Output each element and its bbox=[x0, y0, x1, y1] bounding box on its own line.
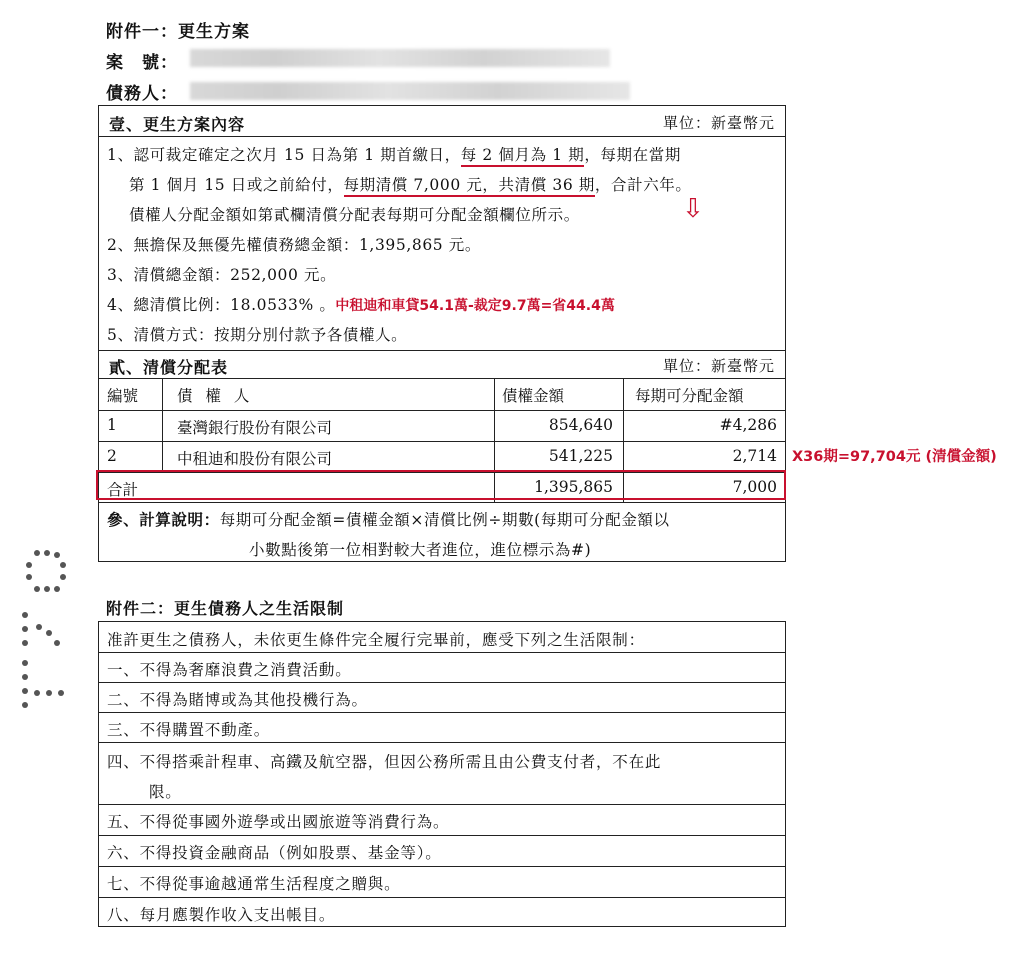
item2: 2、無擔保及無優先權債務總金額：1,395,865 元。 bbox=[107, 236, 481, 254]
row2-no: 2 bbox=[107, 447, 117, 465]
item1-amount-underline: 每期清償 7,000 元，共清償 36 期 bbox=[344, 176, 595, 197]
restriction-4-cont: 限。 bbox=[149, 783, 182, 801]
section3-line1: 參、計算說明：每期可分配金額=債權金額×清償比例÷期數(每期可分配金額以 bbox=[107, 510, 670, 529]
section2-unit: 單位：新臺幣元 bbox=[662, 357, 775, 375]
down-arrow-icon: ⇩ bbox=[682, 194, 704, 224]
item3: 3、清償總金額：252,000 元。 bbox=[107, 266, 337, 284]
restriction-6: 六、不得投資金融商品（例如股票、基金等）。 bbox=[107, 844, 442, 862]
col-header-no: 編號 bbox=[107, 387, 139, 405]
row1-creditor: 臺灣銀行股份有限公司 bbox=[177, 419, 333, 437]
total-per-period: 7,000 bbox=[732, 478, 777, 496]
item1-line2: 第 1 個月 15 日或之前給付，每期清償 7,000 元，共清償 36 期，合計六年。 bbox=[129, 173, 692, 195]
col-header-creditor: 債 權 人 bbox=[177, 387, 254, 405]
row1-amount: 854,640 bbox=[548, 416, 613, 434]
restriction-1: 一、不得為奢靡浪費之消費活動。 bbox=[107, 661, 352, 679]
case-number-label: 案 號： bbox=[106, 53, 178, 73]
restriction-intro: 准許更生之債務人，未依更生條件完全履行完畢前，應受下列之生活限制： bbox=[107, 631, 645, 649]
debtor-name-redacted bbox=[190, 82, 630, 100]
section2-title: 貳、清償分配表 bbox=[109, 358, 229, 377]
row1-per-period: #4,286 bbox=[719, 416, 777, 434]
total-amount: 1,395,865 bbox=[534, 478, 613, 496]
col-header-per-period: 每期可分配金額 bbox=[635, 387, 744, 405]
restriction-4: 四、不得搭乘計程車、高鐵及航空器，但因公務所需且由公費支付者，不在此 bbox=[107, 753, 662, 771]
restriction-2: 二、不得為賭博或為其他投機行為。 bbox=[107, 691, 368, 709]
item1-period-underline: 每 2 個月為 1 期 bbox=[461, 146, 585, 167]
row2-annotation: X36期=97,704元 (清償金額) bbox=[792, 449, 997, 465]
total-row-highlight bbox=[96, 470, 786, 500]
item4: 4、總清償比例：18.0533% 。中租迪和車貸54.1萬-裁定9.7萬=省44.4萬 bbox=[107, 296, 615, 314]
item1-line1: 1、認可裁定確定之次月 15 日為第 1 期首繳日，每 2 個月為 1 期，每期在當期 bbox=[107, 143, 681, 165]
restriction-7: 七、不得從事逾越通常生活程度之贈與。 bbox=[107, 875, 401, 893]
restriction-5: 五、不得從事國外遊學或出國旅遊等消費行為。 bbox=[107, 813, 450, 831]
item5: 5、清償方式：按期分別付款予各債權人。 bbox=[107, 326, 408, 344]
item4-annotation: 中租迪和車貸54.1萬-裁定9.7萬=省44.4萬 bbox=[335, 298, 615, 314]
case-number-redacted bbox=[190, 49, 610, 67]
item1-line3: 債權人分配金額如第貳欄清償分配表每期可分配金額欄位所示。 bbox=[129, 206, 580, 224]
living-restrictions-box bbox=[98, 621, 786, 927]
row2-amount: 541,225 bbox=[548, 447, 613, 465]
restriction-8: 八、每月應製作收入支出帳目。 bbox=[107, 906, 336, 924]
row1-no: 1 bbox=[107, 416, 117, 434]
col-header-amount: 債權金額 bbox=[502, 387, 565, 405]
section3-title: 參、計算說明： bbox=[107, 510, 220, 529]
total-label: 合計 bbox=[107, 481, 139, 499]
row2-creditor: 中租迪和股份有限公司 bbox=[177, 450, 333, 468]
attachment1-title: 附件一：更生方案 bbox=[106, 22, 250, 42]
attachment2-title: 附件二：更生債務人之生活限制 bbox=[106, 599, 345, 618]
row2-per-period: 2,714 bbox=[732, 447, 777, 465]
section1-title: 壹、更生方案內容 bbox=[109, 115, 246, 134]
debtor-label: 債務人： bbox=[106, 84, 178, 104]
section1-unit: 單位：新臺幣元 bbox=[662, 114, 775, 132]
section3-line2: 小數點後第一位相對較大者進位，進位標示為#) bbox=[249, 541, 592, 559]
restriction-3: 三、不得購置不動產。 bbox=[107, 721, 271, 739]
